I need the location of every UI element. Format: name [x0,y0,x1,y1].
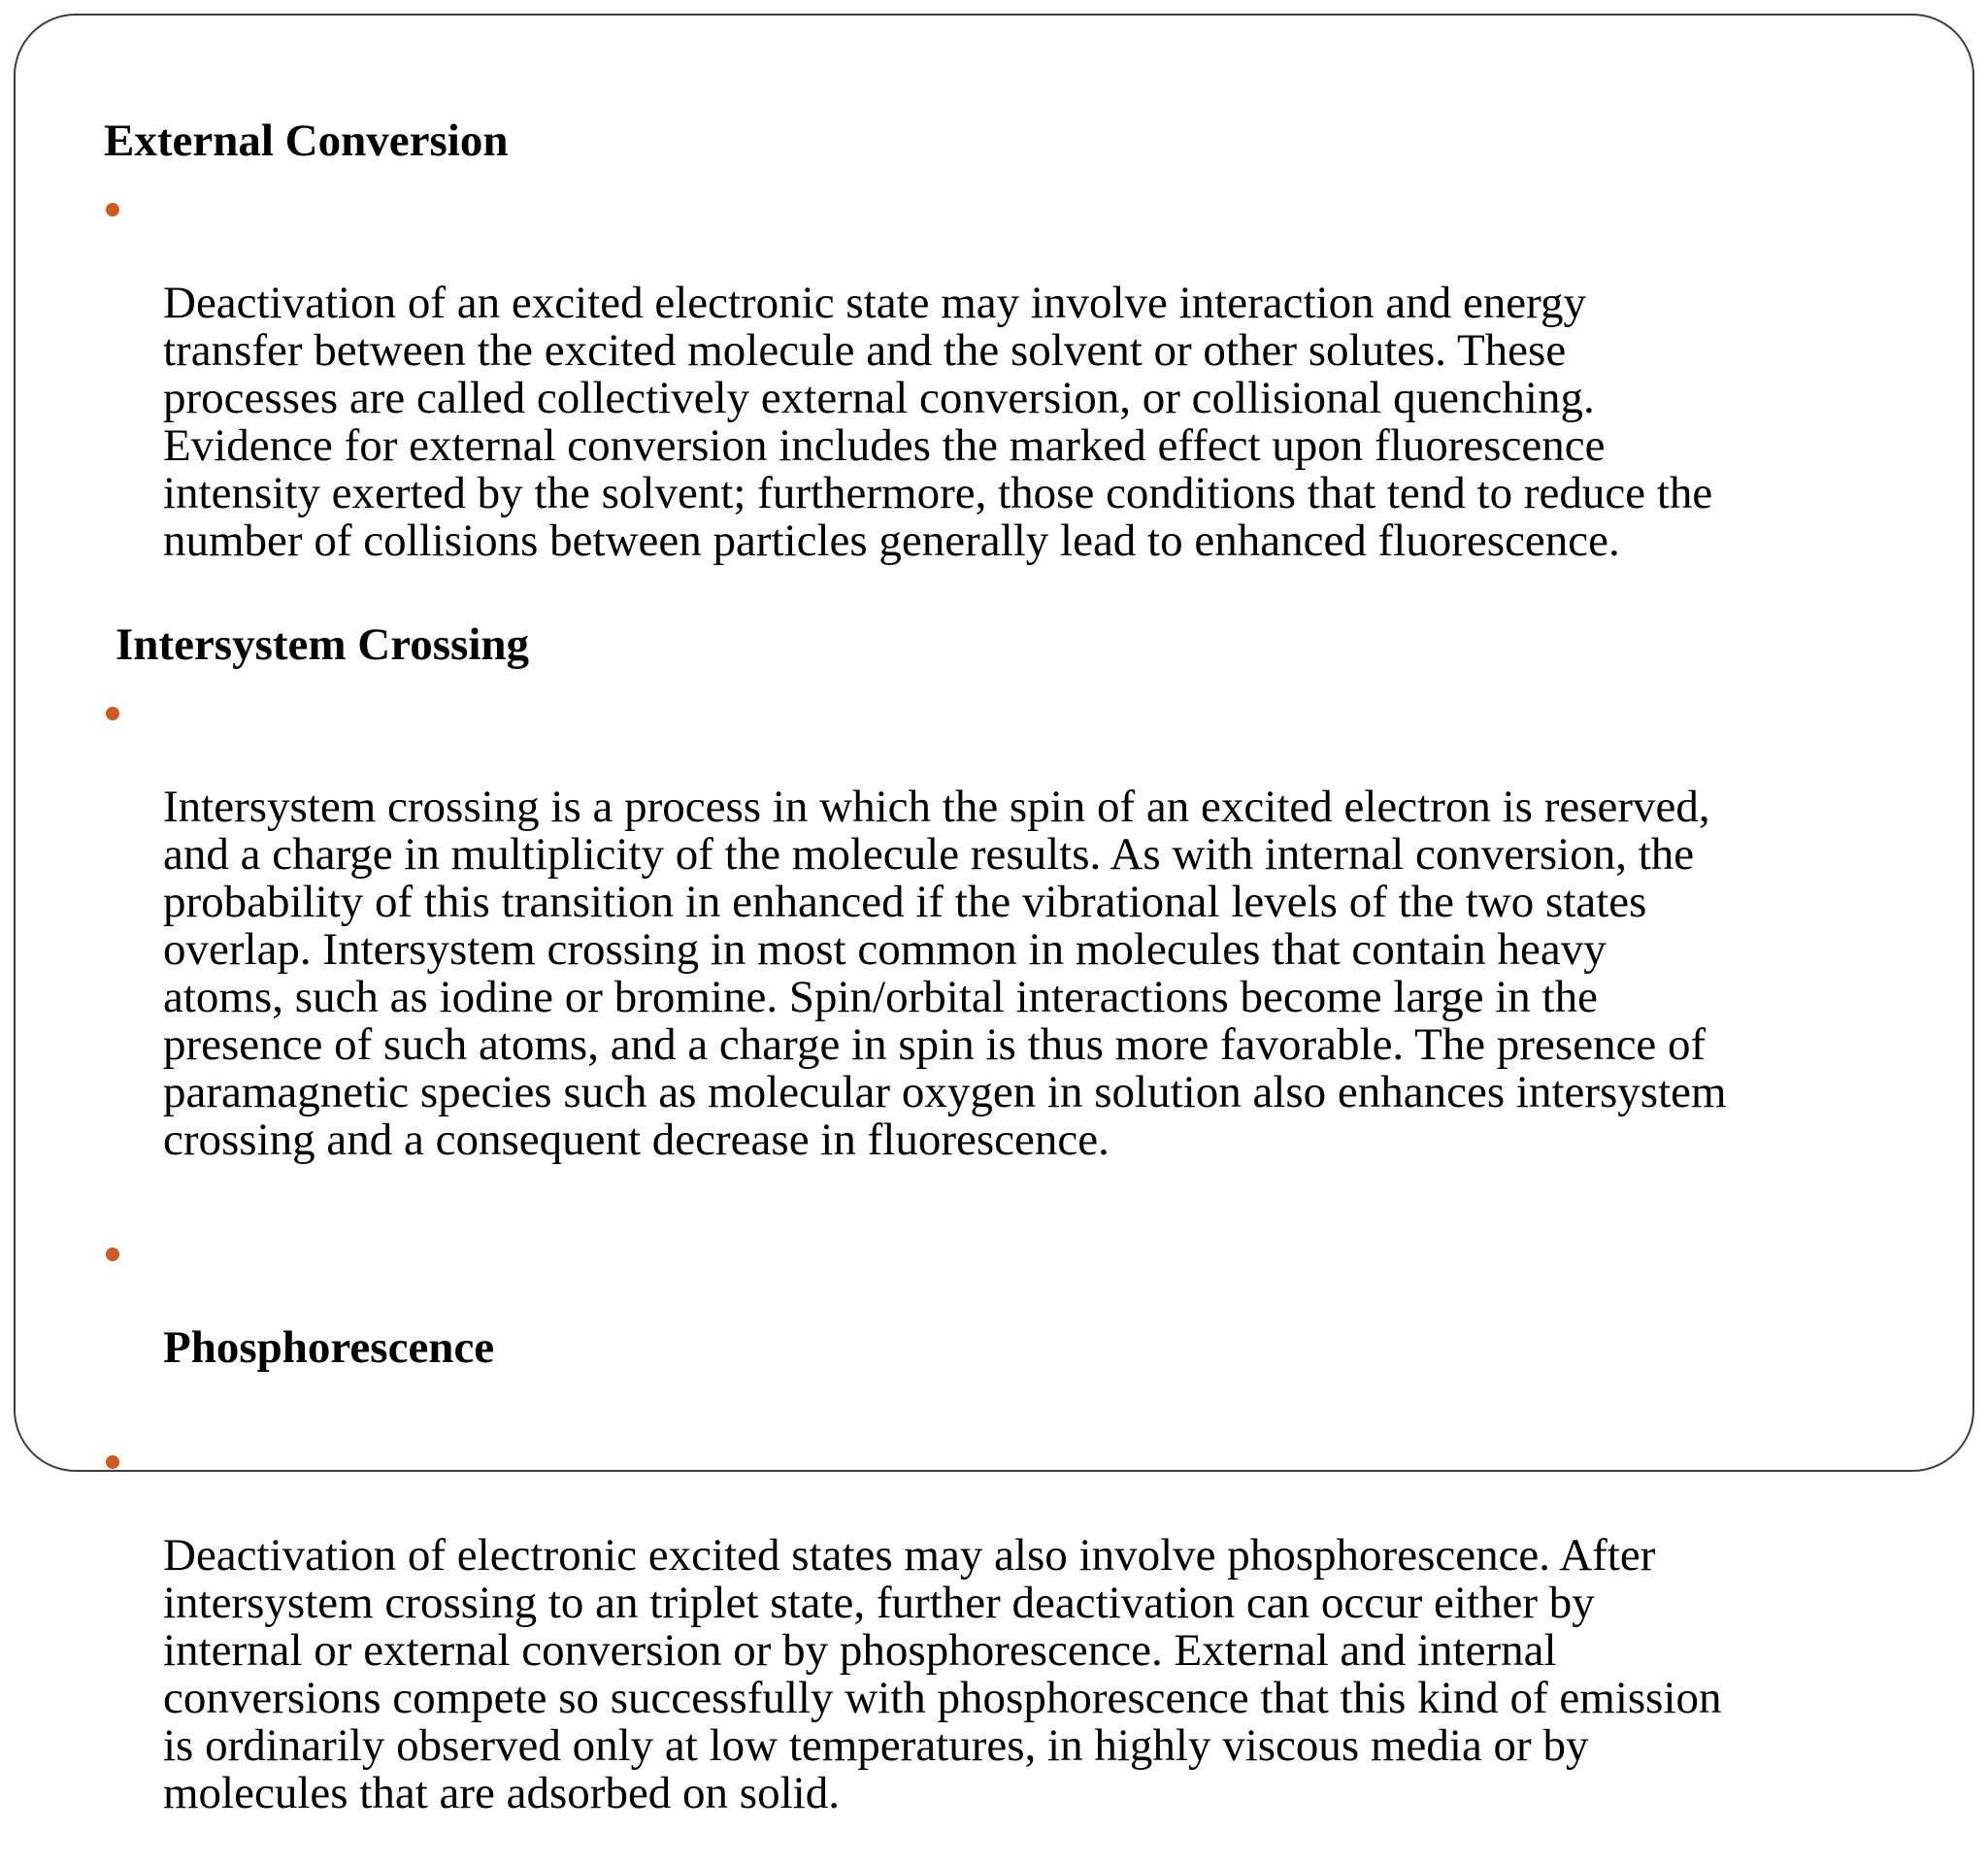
bullet-text: Intersystem crossing is a process in which the spin of an excited electron is reserved, and a charge in multiplicity of the molecule results. As with internal conversion, the probability of this transition in enhanced if the vibrational levels of the two states overlap. Intersystem crossing in most common in molecules that contain heavy atoms, such as iodine or bromine. Spin/orbital interactions become large in the presence of such atoms, and a charge in spin is thus more favorable. The presence of paramagnetic species such as molecular oxygen in solution also enhances intersystem crossing and a consequent decrease in fluorescence. [163,782,1727,1166]
bullet-external-conversion [104,184,1890,613]
heading-intersystem-crossing: Intersystem Crossing [116,619,530,671]
bullet-dot-icon [106,1455,119,1469]
heading-external-conversion: External Conversion [104,116,509,166]
heading-phosphorescence: Phosphorescence [163,1322,495,1374]
bullet-text: Deactivation of an excited electronic state may involve interaction and energy transfer between the excited molecule and the solvent or other solutes. These processes are called collectively external conversion, or collisional quenching. Evidence for external conversion includes the marked effect upon fluorescence intensity exerted by the solvent; furthermore, those conditions that tend to reduce the number of collisions between particles generally lead to enhanced fluorescence. [163,278,1713,567]
bullet-dot-icon [106,707,119,720]
slide-content [104,115,1890,1865]
bullet-dot-icon [106,203,119,216]
bullet-phosphorescence-heading [104,1229,1890,1419]
bullet-phosphorescence [104,1437,1890,1865]
bullet-intersystem-crossing [104,688,1890,1212]
bullet-dot-icon [106,1248,119,1261]
bullet-text: Deactivation of electronic excited states may also involve phosphorescence. After intersystem crossing to an triplet state, further deactivation can occur either by internal or external conversion or by phosphorescence. External and internal conversions compete so successfully with phosphorescence that this kind of emission is ordinarily observed only at low temperatures, in highly viscous media or by molecules that are adsorbed on solid. [163,1530,1722,1819]
